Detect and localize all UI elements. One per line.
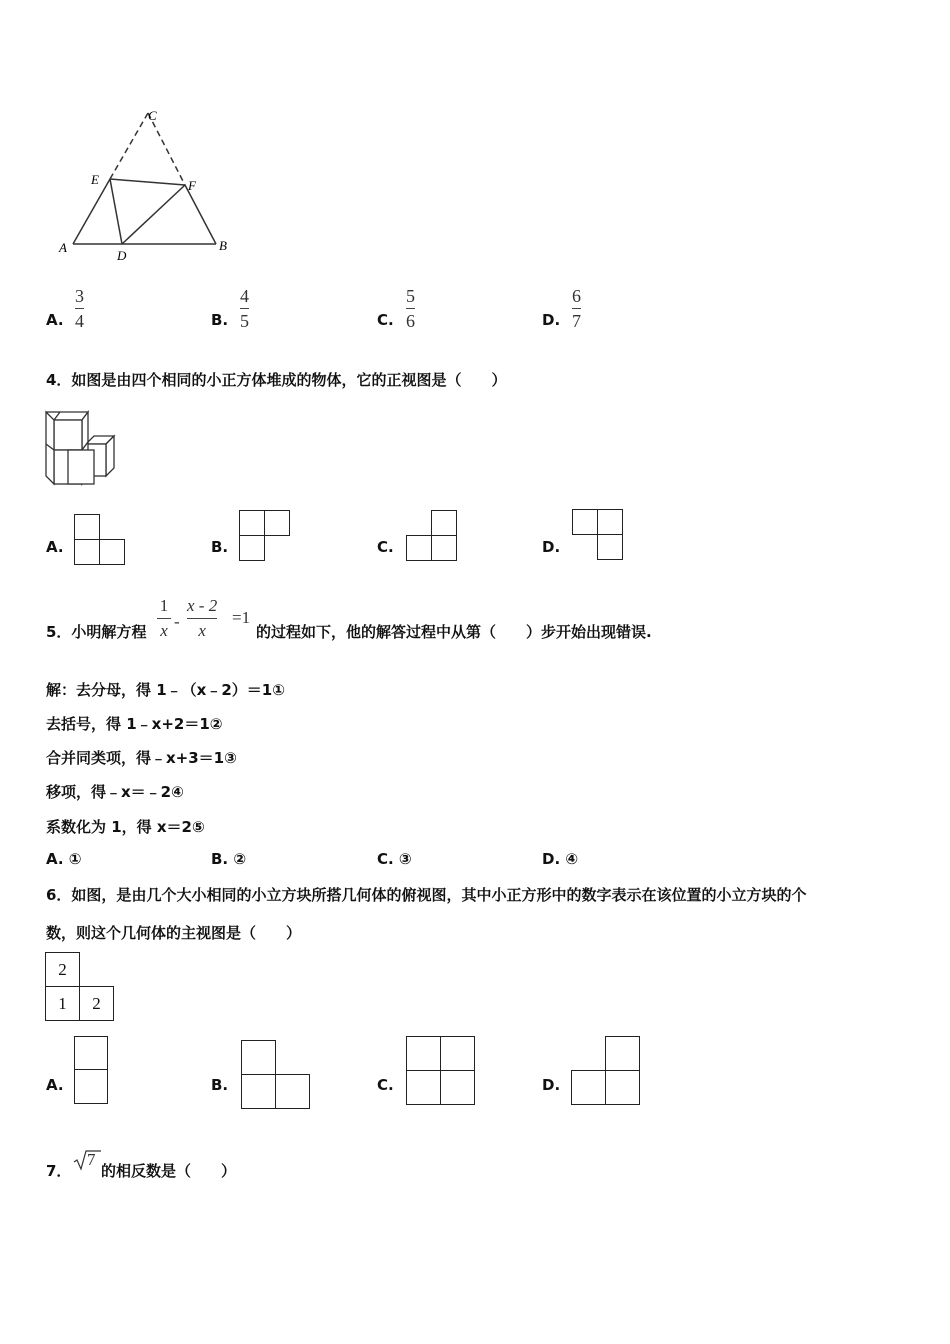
square [275,1074,310,1109]
q3-option-a-fraction [75,285,84,332]
square [605,1036,640,1071]
square [597,509,623,535]
fraction-denominator: 5 [240,311,249,331]
square [74,514,100,540]
label-f: F [188,178,196,193]
q5-suffix: 的过程如下，他的解答过程中从第（ ）步开始出现错误. [256,623,652,641]
q6-question-line-1: 6．如图，是由几个大小相同的小立方块所搭几何体的俯视图，其中小正方形中的数字表示在该位置的小立方块的个 [46,886,807,904]
fraction-denominator: x [198,621,206,640]
q5-step-5: 系数化为 1，得 x＝2⑤ [46,818,205,836]
label-b: B [219,238,227,253]
grid-cell-bottom-right: 2 [79,986,114,1021]
square [74,1069,108,1104]
q5-option-a[interactable]: A. ① [46,850,82,868]
square [74,539,100,565]
label-e: E [91,172,99,187]
square [431,510,457,536]
q5-step-3: 合并同类项，得﹣x+3＝1③ [46,749,237,767]
q4-option-c[interactable]: C. [377,538,394,556]
q5-option-c[interactable]: C. ③ [377,850,412,868]
q5-option-d[interactable]: D. ④ [542,850,579,868]
q3-option-b-letter[interactable]: B. [211,311,229,329]
q7-radicand: 7 [87,1150,96,1169]
q6-question-line-2: 数，则这个几何体的主视图是（ ） [46,924,302,942]
q4-option-a[interactable]: A. [46,538,64,556]
q4-option-b[interactable]: B. [211,538,229,556]
square [605,1070,640,1105]
edge-cf-dashed [148,113,185,185]
q5-step-1: 解：去分母，得 1﹣（x﹣2）＝1① [46,681,285,699]
q5-prefix: 5．小明解方程 [46,623,147,641]
square [74,1036,108,1070]
fraction-numerator: 1 [159,596,169,615]
q6-option-a[interactable]: A. [46,1076,64,1094]
square [571,1070,606,1105]
q5-step-4: 移项，得﹣x＝﹣2④ [46,783,184,801]
fraction-denominator: x [160,621,168,640]
label-c: C [148,108,157,123]
q3-option-b-fraction [240,285,249,332]
square [597,534,623,560]
square [239,510,265,536]
edge-ed [110,179,122,244]
edge-ac-dashed [73,179,110,244]
fraction-denominator: 4 [75,311,84,331]
square [406,535,432,561]
fraction-denominator: 6 [406,311,415,331]
fraction-numerator: x - 2 [187,596,218,615]
grid-cell-top: 2 [45,952,80,987]
q6-option-c[interactable]: C. [377,1076,394,1094]
q5-minus-sign: - [174,612,180,631]
square [431,535,457,561]
q5-equals-one: =1 [232,608,251,627]
edge-ef [110,179,185,185]
q5-fraction-1 [157,595,171,642]
triangle-figure [50,100,250,270]
q4-cubes-figure [44,406,118,490]
fraction-numerator: 6 [572,286,581,306]
q3-option-c-letter[interactable]: C. [377,311,394,329]
square [241,1040,276,1075]
square [406,1070,441,1105]
grid-cell-bottom-left: 1 [45,986,80,1021]
square [99,539,125,565]
q4-question-text: 4．如图是由四个相同的小正方体堆成的物体，它的正视图是（ ） [46,371,507,389]
q6-option-b[interactable]: B. [211,1076,229,1094]
q7-text: 的相反数是（ ） [101,1162,237,1180]
q3-option-a-letter[interactable]: A. [46,311,64,329]
q7-number: 7． [46,1162,72,1180]
square [440,1036,475,1071]
label-a: A [59,240,67,255]
square [241,1074,276,1109]
square [239,535,265,561]
q5-step-2: 去括号，得 1﹣x+2＝1② [46,715,223,733]
fraction-numerator: 5 [406,286,415,306]
fraction-denominator: 7 [572,311,581,331]
fraction-numerator: 3 [75,286,84,306]
label-d: D [117,248,127,263]
q3-option-d-letter[interactable]: D. [542,311,561,329]
q4-option-d[interactable]: D. [542,538,561,556]
q3-option-d-fraction [572,285,581,332]
q3-option-c-fraction [406,285,415,332]
square [440,1070,475,1105]
q5-fraction-2 [187,595,217,642]
edge-ec-dashed [110,113,148,179]
edge-df [122,185,185,244]
square [572,509,598,535]
q6-option-d[interactable]: D. [542,1076,561,1094]
q5-option-b[interactable]: B. ② [211,850,247,868]
square [406,1036,441,1071]
fraction-numerator: 4 [240,286,249,306]
edge-fb [185,185,216,244]
square [264,510,290,536]
